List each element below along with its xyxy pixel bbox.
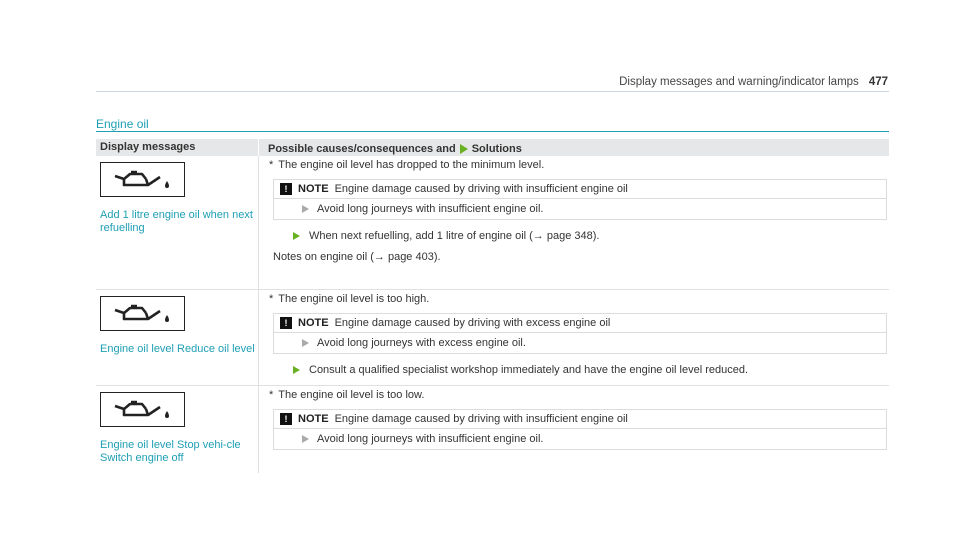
action-arrow-icon: [293, 366, 300, 374]
running-header: [619, 76, 888, 88]
note-label: NOTE: [298, 183, 329, 195]
action-arrow-icon: [293, 232, 300, 240]
section-title: Engine oil: [96, 117, 149, 131]
note-header: [274, 314, 886, 333]
note-box: [273, 179, 887, 220]
causes-cell: [259, 156, 889, 289]
display-message-cell: [96, 290, 259, 385]
display-message-text: Engine oil level Reduce oil level: [100, 343, 255, 355]
warning-icon: !: [280, 183, 292, 195]
cause-line: [269, 159, 889, 171]
display-message-cell: [96, 156, 259, 289]
note-label: NOTE: [298, 317, 329, 329]
note-arrow-icon: [302, 435, 309, 443]
display-message-text: Add 1 litre engine oil when next refuelling: [100, 209, 253, 234]
note-header: [274, 180, 886, 199]
note-title: Engine damage caused by driving with insufficient engine oil: [334, 183, 628, 195]
note-action: [274, 199, 886, 219]
solution-arrow-icon: [460, 144, 468, 154]
cause-marker: *: [269, 159, 274, 171]
engine-oil-can-icon: [100, 296, 185, 331]
col-header-display-messages: Display messages: [96, 139, 259, 156]
cause-line: [269, 293, 889, 305]
note-action: [274, 429, 886, 449]
engine-oil-can-icon: [100, 162, 185, 197]
causes-cell: [259, 290, 889, 385]
note-box: [273, 409, 887, 450]
table-row: [96, 386, 889, 473]
action-step: [293, 364, 889, 376]
note-arrow-icon: [302, 339, 309, 347]
action-text: Consult a qualified specialist workshop immediately and have the engine oil level reduced.: [309, 364, 749, 376]
note-title: Engine damage caused by driving with excess engine oil: [334, 317, 611, 329]
display-message-text: Engine oil level Stop vehi-cle Switch engine off: [100, 439, 241, 464]
col-header-causes: [259, 139, 889, 156]
note-label: NOTE: [298, 413, 329, 425]
note-action: [274, 333, 886, 353]
cause-line: [269, 389, 889, 401]
page-number: 477: [868, 76, 888, 88]
engine-oil-can-icon: [100, 392, 185, 427]
cause-text: The engine oil level is too high.: [278, 293, 430, 305]
action-step: [293, 230, 889, 242]
cause-text: The engine oil level has dropped to the minimum level.: [278, 159, 545, 171]
header-section-title: Display messages and warning/indicator lamps: [619, 76, 859, 88]
note-box: [273, 313, 887, 354]
col-header-causes-label: Possible causes/consequences and: [268, 142, 456, 155]
notes-reference[interactable]: Notes on engine oil (→ page 403).: [273, 251, 441, 263]
table-row: [96, 290, 889, 386]
display-message-cell: [96, 386, 259, 473]
cause-marker: *: [269, 293, 274, 305]
table-row: [96, 156, 889, 290]
note-arrow-icon: [302, 205, 309, 213]
note-action-text: Avoid long journeys with insufficient engine oil.: [317, 203, 544, 215]
causes-cell: [259, 386, 889, 473]
warning-icon: !: [280, 413, 292, 425]
action-text: When next refuelling, add 1 litre of engine oil (→ page 348).: [309, 230, 600, 242]
note-title: Engine damage caused by driving with insufficient engine oil: [334, 413, 628, 425]
cause-marker: *: [269, 389, 274, 401]
header-divider: [96, 91, 889, 92]
cause-text: The engine oil level is too low.: [278, 389, 425, 401]
messages-table: [96, 139, 889, 473]
note-header: [274, 410, 886, 429]
warning-icon: !: [280, 317, 292, 329]
section-divider: [96, 131, 889, 132]
note-action-text: Avoid long journeys with insufficient engine oil.: [317, 433, 544, 445]
col-header-solutions-label: Solutions: [471, 142, 522, 155]
note-action-text: Avoid long journeys with excess engine oil.: [317, 337, 526, 349]
table-header: [96, 139, 889, 156]
